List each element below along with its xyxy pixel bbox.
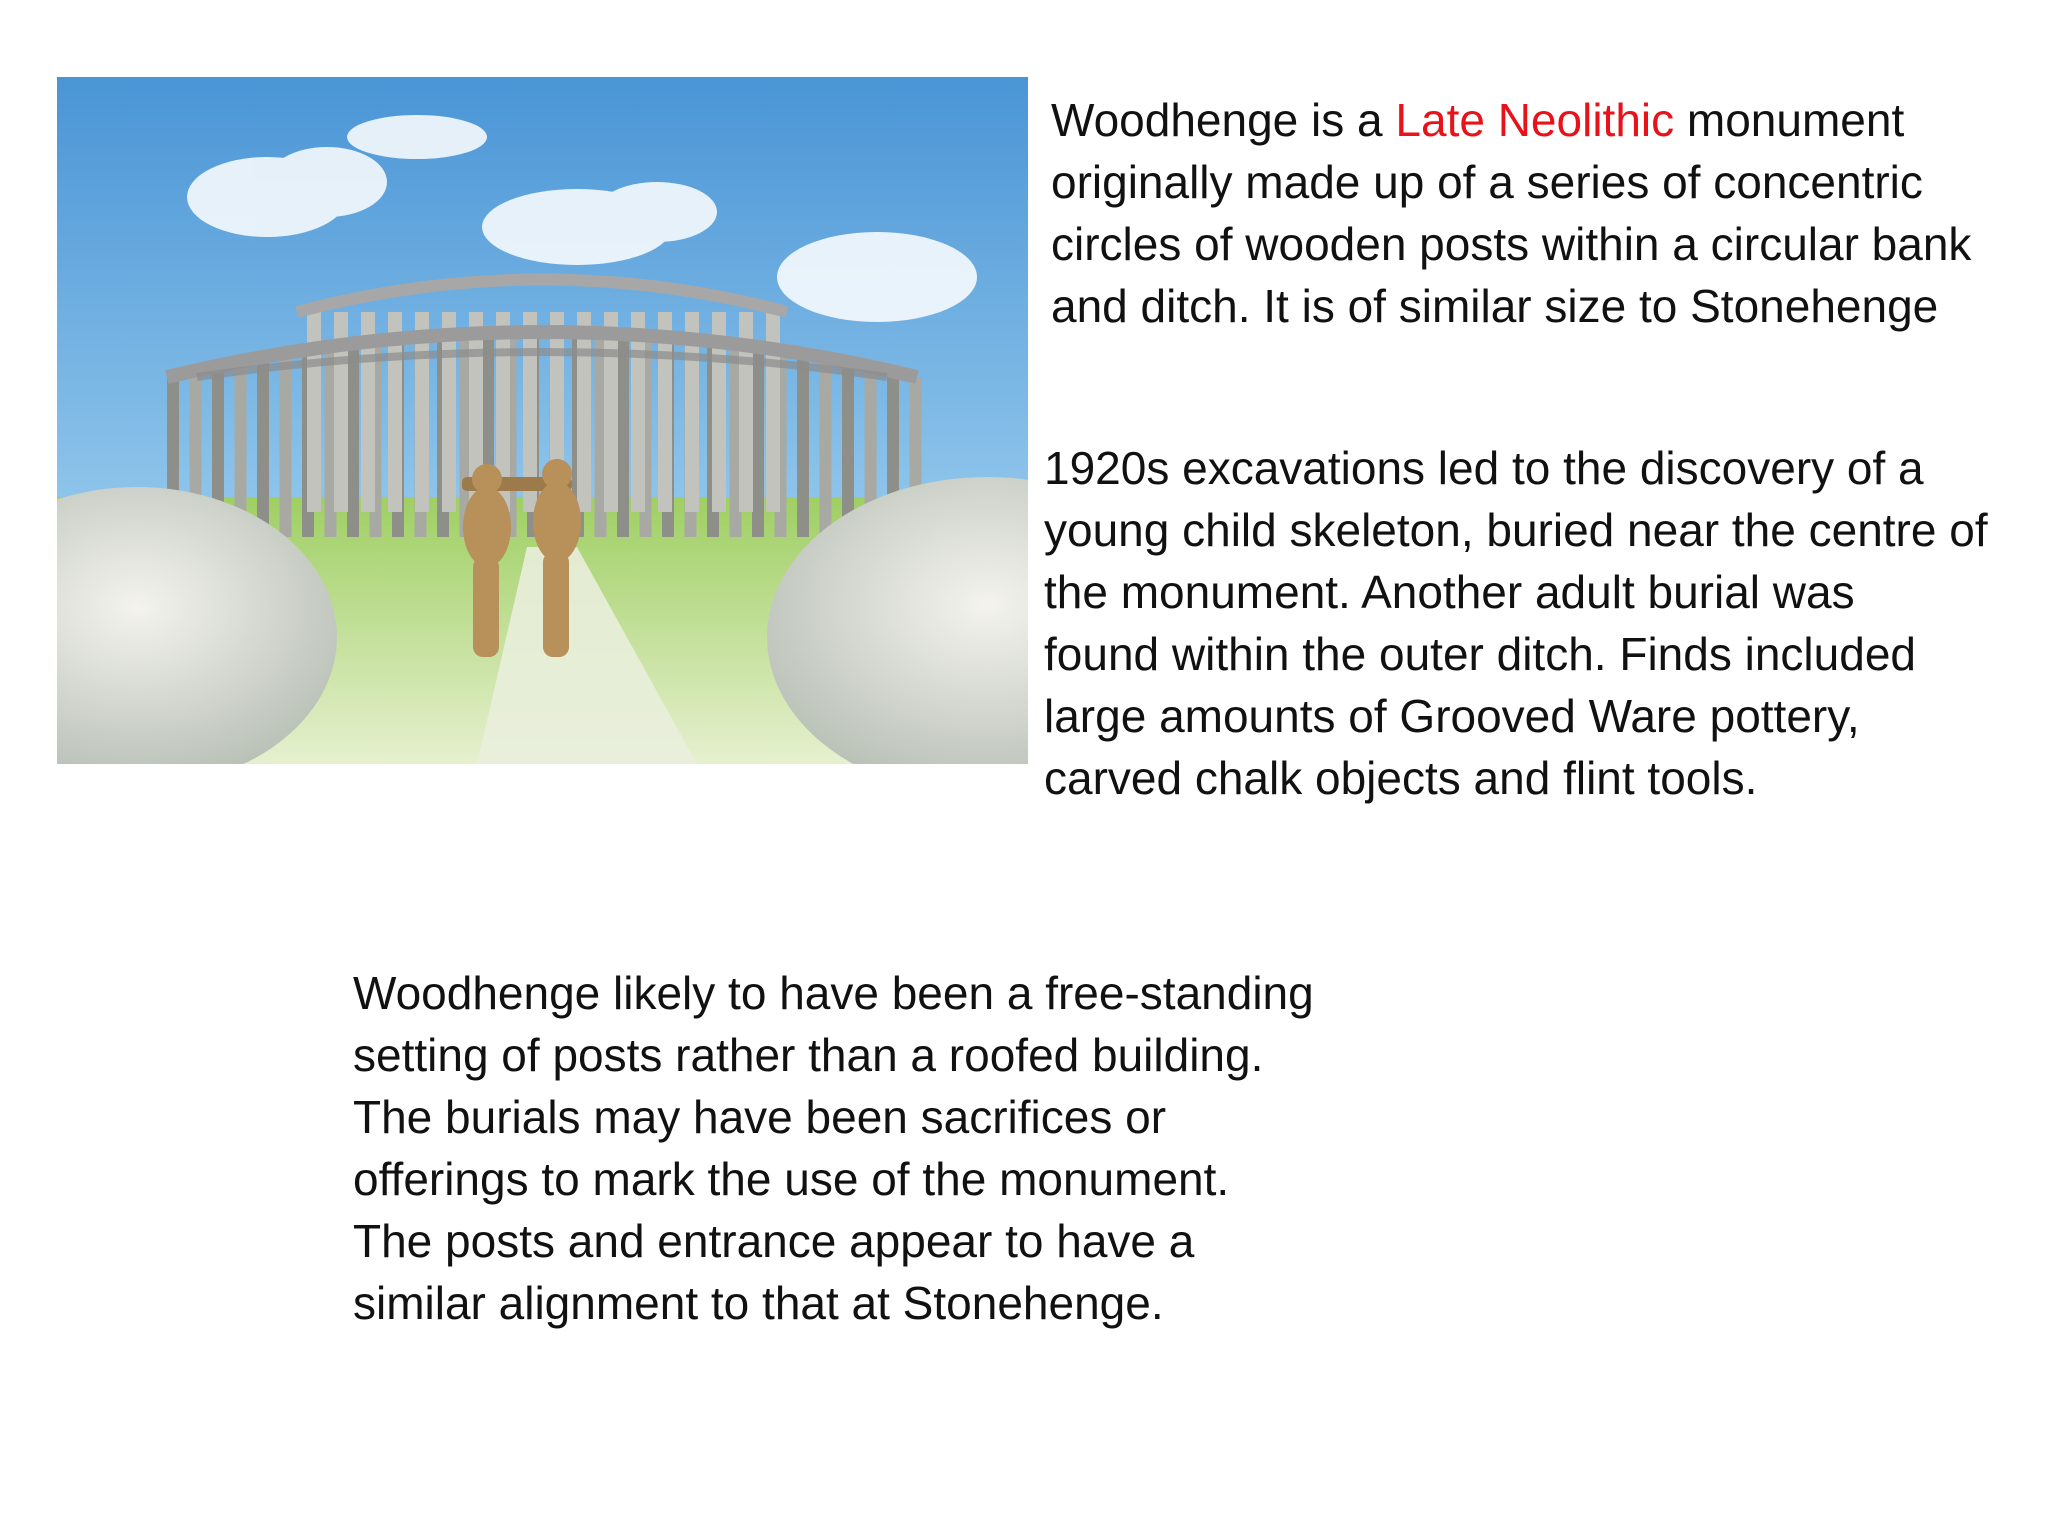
timber-post xyxy=(347,349,359,537)
woodhenge-illustration xyxy=(57,77,1028,764)
interpretation-line-5: The posts and entrance appear to have a xyxy=(353,1215,1195,1267)
intro-line-4: and ditch. It is of similar size to Stonehenge xyxy=(1051,280,1939,332)
excavation-line-6: carved chalk objects and flint tools. xyxy=(1044,752,1758,804)
intro-line-1 xyxy=(1051,89,1971,151)
interpretation-line-2: setting of posts rather than a roofed building. xyxy=(353,1029,1264,1081)
intro-line-2: originally made up of a series of concentric xyxy=(1051,156,1923,208)
timber-post xyxy=(257,362,269,537)
intro-paragraph xyxy=(1051,89,1971,337)
excavation-line-2: young child skeleton, buried near the centre of xyxy=(1044,504,1988,556)
timber-post xyxy=(797,359,809,537)
interpretation-paragraph xyxy=(353,962,1314,1334)
timber-post xyxy=(280,359,292,537)
intro-line-3: circles of wooden posts within a circular bank xyxy=(1051,218,1972,270)
inner-timber-post xyxy=(577,312,591,512)
late-neolithic-highlight: Late Neolithic xyxy=(1395,94,1675,146)
excavation-line-5: large amounts of Grooved Ware pottery, xyxy=(1044,690,1860,742)
excavation-line-4: found within the outer ditch. Finds included xyxy=(1044,628,1916,680)
timber-post xyxy=(617,339,629,537)
interpretation-line-6: similar alignment to that at Stonehenge. xyxy=(353,1277,1164,1329)
interpretation-line-3: The burials may have been sacrifices or xyxy=(353,1091,1167,1143)
excavation-line-3: the monument. Another adult burial was xyxy=(1044,566,1855,618)
excavation-paragraph xyxy=(1044,437,1988,809)
excavation-line-1: 1920s excavations led to the discovery of a xyxy=(1044,442,1924,494)
woodhenge-reconstruction-illustration xyxy=(57,77,1028,764)
interpretation-line-1: Woodhenge likely to have been a free-standing xyxy=(353,967,1314,1019)
interpretation-line-4: offerings to mark the use of the monument. xyxy=(353,1153,1230,1205)
intro-line-1-prefix: Woodhenge is a xyxy=(1051,94,1396,146)
timber-post xyxy=(820,362,832,537)
timber-post xyxy=(752,352,764,537)
intro-line-1-suffix: monument xyxy=(1674,94,1905,146)
inner-timber-post xyxy=(604,312,618,512)
